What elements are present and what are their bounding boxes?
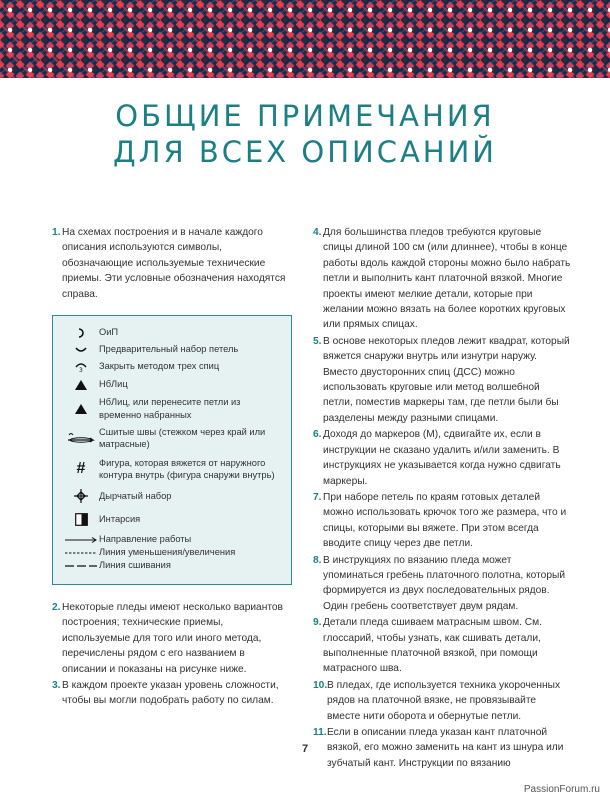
note-number: 8.	[313, 554, 322, 566]
seam-needle-icon	[63, 431, 99, 445]
legend-label: Интарсия	[99, 513, 141, 524]
hash-icon: #	[76, 460, 86, 478]
legend-row	[63, 375, 285, 394]
left-column	[52, 225, 292, 710]
note-item-3	[52, 678, 292, 709]
three-needle-bind-off-icon	[63, 361, 99, 373]
note-number: 6.	[313, 429, 322, 441]
note-number: 2.	[52, 602, 61, 614]
note-text: При наборе петель по краям готовых деталей можно использовать крючок того же размера, что и спицы, которыми вы вяжете. При этом всегда вводите спицу через две петли.	[323, 491, 567, 550]
note-number: 4.	[313, 227, 322, 238]
legend-row	[63, 485, 285, 507]
legend-label: Линия уменьшения/увеличения	[99, 547, 236, 558]
legend-label: Дырчатый набор	[99, 490, 172, 501]
right-column	[313, 225, 571, 772]
legend-row	[63, 324, 285, 341]
note-text: Для большинства пледов требуются круговые спицы длиной 100 см (или длиннее), чтобы в конце работы вдоль каждой стороны можно было набрать петли и выполнить кант платочной вязкой. Многие проекты имеют мелкие детали, которые при желании можно вязать на более коротких круговых или прямых спицах.	[323, 227, 571, 331]
note-text: Детали пледа сшиваем матрасным швом. См. глоссарий, чтобы узнать, как сшивать детали, выполненные платочной вязкой, при помощи матрасного шва.	[323, 617, 542, 675]
note-item-4	[313, 225, 571, 333]
provisional-cast-on-icon	[63, 345, 99, 355]
note-text: Если в описании пледа указан кант платочной вязкой, его можно заменить на кант из шнура или зубчатый кант. Инструкции по вязанию	[327, 727, 564, 769]
note-number: 5.	[313, 335, 322, 347]
watermark: PassionForum.ru	[523, 784, 600, 795]
half-filled-square-icon	[63, 513, 99, 526]
filled-triangle-icon	[63, 403, 99, 415]
note-item-2	[52, 600, 292, 677]
note-text: На схемах построения и в начале каждого описания используются символы, обозначающие используемые технические приемы. Эти условные обозначения находятся справа.	[62, 227, 286, 300]
legend-row	[63, 559, 285, 572]
note-item-8	[313, 553, 571, 615]
legend-label: НбЛиц	[99, 379, 128, 390]
note-text: В каждом проекте указан уровень сложности, чтобы вы могли подобрать работу по силам.	[62, 680, 279, 707]
page-title-line2: ДЛЯ ВСЕХ ОПИСАНИЙ	[113, 135, 497, 169]
note-number: 3.	[52, 680, 61, 692]
note-number: 1.	[52, 227, 61, 238]
legend-row	[63, 533, 285, 546]
note-text: Некоторые пледы имеют несколько вариантов построения; технические приемы, используемые для того или иного метода, перечислены рядом с его названием в описании и показаны на рисунке ниже.	[62, 602, 283, 675]
legend-label: Направление работы	[99, 534, 192, 545]
note-item-6	[313, 427, 571, 489]
note-item-5	[313, 334, 571, 426]
note-text: В инструкциях по вязанию пледа может упоминаться гребень платочного полотна, который формируется из двух последовательных рядов. Один гребень соответствует двум рядам.	[323, 554, 566, 612]
page-title-line1: ОБЩИЕ ПРИМЕЧАНИЯ	[115, 99, 495, 133]
legend-label: Закрыть методом трех спиц	[99, 361, 220, 372]
note-number: 9.	[313, 617, 322, 629]
legend-row	[63, 507, 285, 531]
note-item-1	[52, 225, 292, 302]
note-number: 11.	[313, 727, 327, 738]
note-number: 10.	[313, 679, 328, 691]
page-number: 7	[301, 743, 309, 755]
note-item-9	[313, 615, 571, 677]
svg-text:3: 3	[79, 366, 83, 373]
cross-diamond-icon	[63, 488, 99, 504]
legend-label: НбЛиц, или перенесите петли из временно набранных	[99, 397, 241, 420]
arrow-right-icon	[63, 536, 99, 544]
legend-row	[63, 341, 285, 358]
symbols-legend-box	[52, 315, 292, 585]
legend-label: Предварительный набор петель	[99, 344, 239, 355]
legend-row	[63, 423, 285, 453]
long-dash-line-icon	[63, 563, 99, 569]
note-number: 7.	[313, 491, 322, 503]
legend-label: Фигура, которая вяжется от наружного контура внутрь (фигура снаружи внутрь)	[99, 457, 275, 481]
note-text: Доходя до маркеров (М), сдвигайте их, если в инструкции не сказано удалить и/или заменить. В инструкциях не указывается когда нужно сдвигать маркеры.	[323, 429, 561, 487]
loop-icon	[63, 327, 99, 339]
legend-row	[63, 394, 285, 423]
legend-row	[63, 453, 285, 485]
decorative-pattern-band	[0, 0, 610, 78]
legend-row	[63, 358, 285, 375]
legend-row	[63, 546, 285, 559]
note-item-10	[313, 678, 571, 724]
filled-triangle-icon	[63, 379, 99, 391]
legend-label: Линия сшивания	[99, 560, 171, 571]
note-text: В основе некоторых пледов лежит квадрат, который вяжется снаружи внутрь или изнутри наружу. Вместо двусторонних спиц (ДСС) можно использовать круговые или метод волшебной петли, поместив маркеры там, где петли были бы разделены между разными спицами.	[323, 335, 570, 424]
note-item-7	[313, 490, 571, 552]
legend-label: ОиП	[99, 327, 119, 338]
note-text: В пледах, где используется техника укороченных рядов на платочной вязке, не провязывайте вместе нити оборота и обернутые петли.	[327, 679, 561, 722]
legend-label: Сшитые швы (стежком через край или матрасные)	[99, 426, 266, 450]
dashed-line-icon	[63, 550, 99, 556]
